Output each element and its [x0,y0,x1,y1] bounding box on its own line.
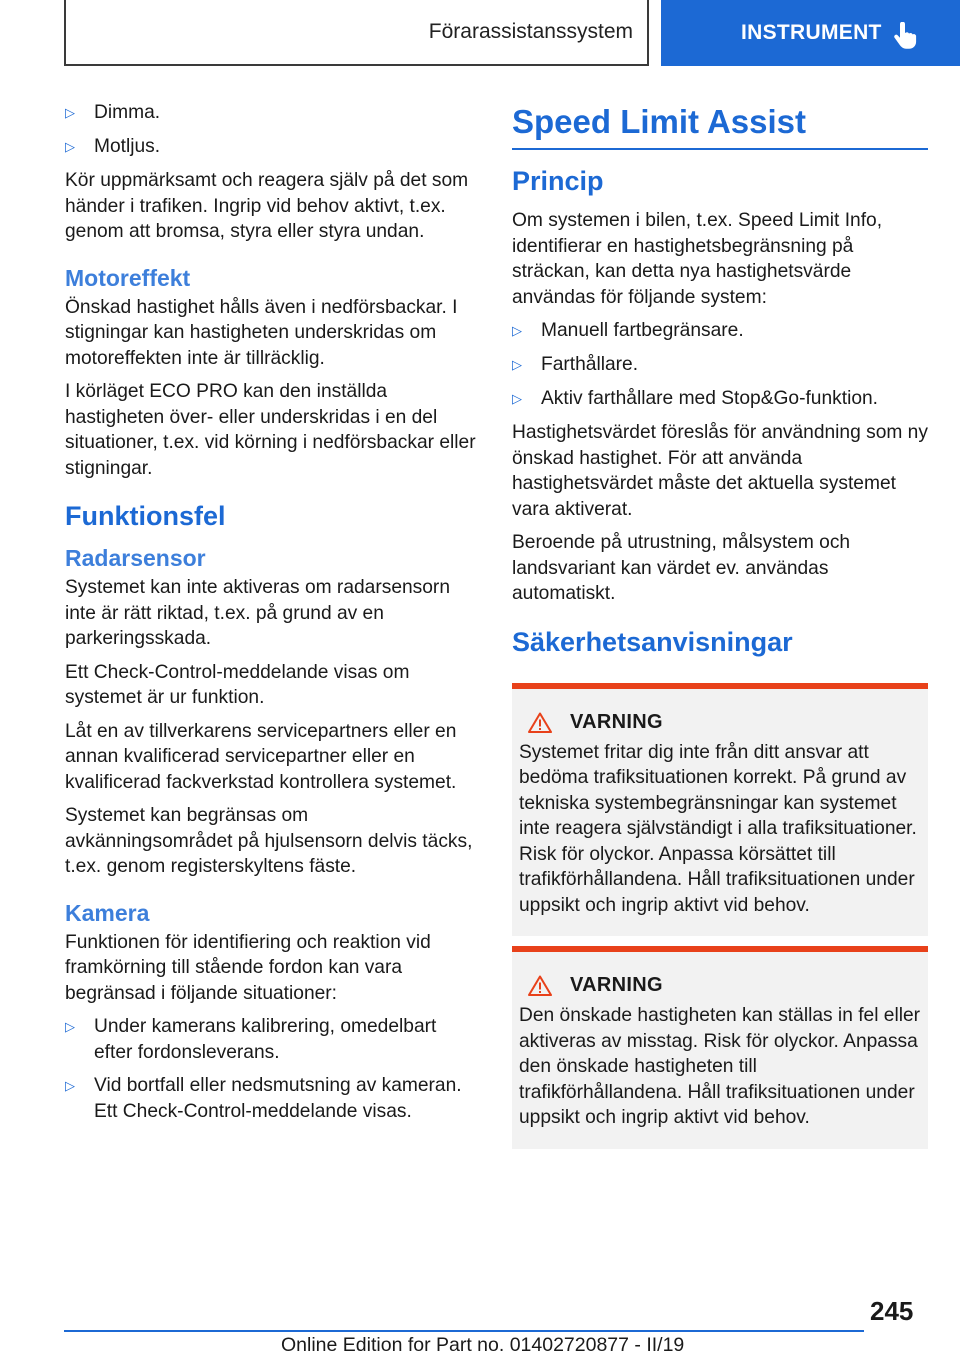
hand-pointer-icon [893,22,919,52]
paragraph: Beroende på utrustning, målsystem och landsvariant kan värdet ev. användas automatiskt. [512,532,851,604]
warning-text: Den önskade hastigheten kan ställas in fel eller aktiveras av misstag. Risk för olyckor. Anpassa den önskade hastigheten till trafikförhållandena. Håll trafiksituationen under uppsikt och ingrip aktivt vid behov. [519,1005,921,1128]
heading-fault: Funktionsfel [65,501,226,531]
triangle-bullet-icon: ▷ [512,391,522,406]
paragraph: Funktionen för identifiering och reaktion vid framkörning till stående fordon kan vara begränsad i följande situationer: [65,931,431,1004]
list-item: ▷ Vid bortfall eller nedsmutsning av kameran. Ett Check-Control-meddelande visas. [65,1073,480,1124]
triangle-bullet-icon: ▷ [65,105,75,120]
right-column [512,100,928,1159]
paragraph: I körläget ECO PRO kan den inställda hastigheten över- eller underskridas i en del situationer, t.ex. vid körning i nedförsbackar eller stigningar. [65,381,476,479]
paragraph: Önskad hastighet hålls även i nedförsbackar. I stigningar kan hastigheten underskridas om motoreffekten inte är tillräcklig. [65,296,458,369]
left-column [65,100,480,1132]
triangle-bullet-icon: ▷ [65,1078,75,1093]
paragraph: Hastighetsvärdet föreslås för användning som ny önskad hastighet. För att använda hastighetsvärdet måste det aktuella systemet vara aktiverat. [512,422,928,520]
triangle-bullet-icon: ▷ [65,1019,75,1034]
footer-edition: Online Edition for Part no. 01402720877 - II/19 [281,1334,685,1356]
paragraph: Om systemen i bilen, t.ex. Speed Limit Info, identifierar en hastighetsbegränsning på sträckan, kan detta nya hastighetsvärde användas för följande system: [512,210,883,308]
triangle-bullet-icon: ▷ [512,323,522,338]
triangle-bullet-icon: ▷ [512,357,522,372]
paragraph: Ett Check-Control-meddelande visas om systemet är ur funktion. [65,661,410,708]
header-chapter-title: INSTRUMENT [741,21,882,44]
paragraph: Systemet kan inte aktiveras om radarsensorn inte är rätt riktad, t.ex. på grund av en parkeringsskada. [65,577,450,649]
page-title: Speed Limit Assist [512,100,928,150]
header-section-title: Förarassistanssystem [428,20,633,43]
list-item: ▷ Aktiv farthållare med Stop&Go-funktion. [512,386,928,412]
paragraph: Systemet kan begränsas om avkänningsområdet på hjulsensorn delvis täcks, t.ex. genom registerskyltens fäste. [65,805,473,877]
paragraph: Låt en av tillverkarens servicepartners eller en annan kvalificerad servicepartner eller en kvalificerad fackverkstad kontrollera systemet. [65,720,457,793]
page-number: 245 [870,1296,914,1326]
warning-triangle-icon [528,712,552,733]
list-item: ▷ Motljus. [65,134,480,160]
warning-triangle-icon [528,975,552,996]
header-section-tab [64,0,649,66]
footer-divider [64,1330,864,1332]
warning-title: VARNING [519,974,922,997]
list-item: ▷ Dimma. [65,100,480,126]
list-item: ▷ Farthållare. [512,352,928,378]
warning-text: Systemet fritar dig inte från ditt ansvar att bedöma trafiksituationen korrekt. På grund av tekniska systembegränsningar kan systemet inte reagera självständigt i alla trafiksituationer. Risk för olyckor. Anpassa körsättet till trafikförhållandena. Håll trafiksituationen under uppsikt och ingrip aktivt vid behov. [519,741,917,916]
subheading-camera: Kamera [65,899,150,926]
subheading-motor: Motoreffekt [65,264,191,291]
list-item: ▷ Manuell fartbegränsare. [512,318,928,344]
heading-principle: Princip [512,166,604,196]
list-item: ▷ Under kamerans kalibrering, omedelbart efter fordonsleverans. [65,1014,480,1065]
paragraph: Kör uppmärksamt och reagera själv på det som händer i trafiken. Ingrip vid behov aktivt, t.ex. genom att bromsa, styra eller styra undan. [65,170,469,242]
triangle-bullet-icon: ▷ [65,139,75,154]
warning-box [512,683,928,937]
warning-title: VARNING [519,711,922,734]
warning-box [512,946,928,1149]
subheading-radar: Radarsensor [65,545,206,571]
heading-safety: Säkerhetsanvisningar [512,626,793,657]
header-chapter-tab [661,0,960,66]
